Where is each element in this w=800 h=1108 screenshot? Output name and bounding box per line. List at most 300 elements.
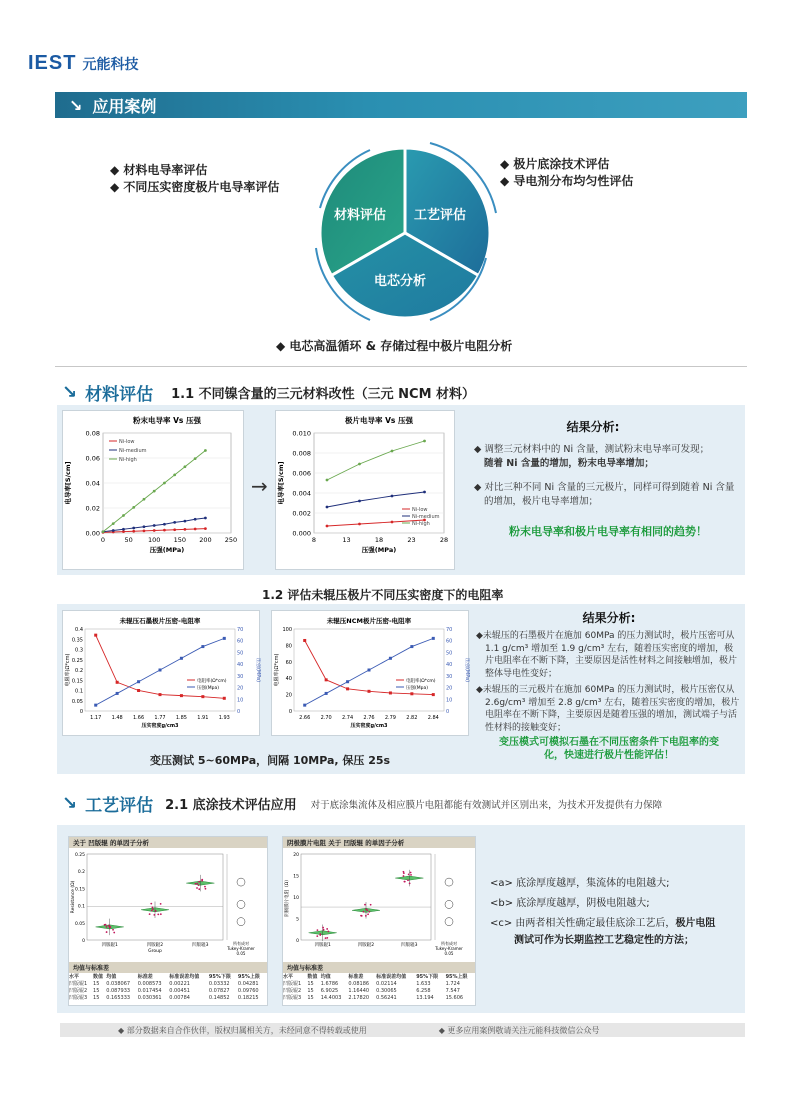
- plot-area: [301, 854, 431, 940]
- data-point: [326, 479, 329, 482]
- table-cell: 6.258: [416, 987, 431, 994]
- data-point: [153, 529, 156, 532]
- table-cell: 1.633: [416, 980, 431, 987]
- data-point: [163, 482, 166, 485]
- data-point: [150, 903, 152, 905]
- overview-right-list: [500, 156, 633, 190]
- data-point: [116, 692, 119, 695]
- footer-right: ◆ 更多应用案例敬请关注元能科技微信公众号: [438, 1025, 600, 1035]
- x-tick-label: 凹版辊3: [192, 943, 209, 948]
- y-tick-label: 0.05: [74, 921, 85, 927]
- table-header-cell: 数值: [307, 974, 318, 980]
- data-point: [363, 911, 365, 913]
- data-point: [322, 927, 324, 929]
- y2-axis-label: 压强(MPa): [464, 657, 470, 683]
- y-axis-label: 电导率[S/cm]: [64, 461, 72, 505]
- data-point: [409, 882, 411, 884]
- y2-tick-label: 20: [237, 685, 244, 692]
- data-point: [205, 888, 207, 890]
- legend-label: Ni-low: [119, 439, 135, 445]
- comparison-circle: [237, 900, 245, 908]
- table-cell: 1.6786: [320, 980, 339, 987]
- y-tick-label: 0: [296, 939, 299, 944]
- table-cell: 凹版辊3: [69, 995, 88, 1001]
- x-tick-label: 150: [173, 536, 187, 544]
- data-point: [358, 500, 361, 503]
- result-b: <b> 底涂厚度越厚，阴极电阻越大;: [490, 898, 650, 909]
- data-point: [410, 692, 413, 695]
- data-point: [173, 528, 176, 531]
- series-line: [327, 492, 425, 507]
- x-tick-label: 250: [224, 536, 238, 544]
- y-tick-label: 0.010: [292, 429, 311, 438]
- y-axis-label: 电导率[S/cm]: [277, 461, 285, 505]
- result-text-1: ◆ 调整三元材料中的 Ni 含量，测试粉末电导率可发现； 随着 Ni 含量的增加，粉末电导率增加；: [474, 444, 710, 469]
- data-point: [153, 524, 156, 527]
- data-point: [408, 873, 410, 875]
- chart-title: 粉末电导率 Vs 压强: [133, 416, 201, 425]
- data-point: [223, 697, 226, 700]
- jmp-card-2: [282, 836, 476, 1006]
- data-point: [94, 704, 97, 707]
- powder-conductivity-chart: [63, 411, 245, 571]
- table-cell: 0.14852: [208, 994, 230, 1001]
- data-point: [201, 645, 204, 648]
- table-header-cell: 水平: [69, 974, 80, 980]
- data-point: [196, 887, 198, 889]
- table-cell: 凹版辊3: [283, 995, 302, 1001]
- data-point: [432, 693, 435, 696]
- y-tick-label: 0.1: [77, 904, 85, 910]
- legend-label: 电阻率(Ω*cm): [406, 679, 436, 684]
- table-cell: 2.17820: [348, 994, 370, 1001]
- data-point: [198, 888, 200, 890]
- footer-bar: [60, 1023, 745, 1037]
- data-point: [368, 669, 371, 672]
- table-row: [69, 980, 267, 987]
- data-point: [410, 874, 412, 876]
- y-tick-label: 0.15: [74, 887, 85, 893]
- data-point: [113, 932, 115, 934]
- data-point: [173, 473, 176, 476]
- data-point: [194, 457, 197, 460]
- overview-left-list: [110, 162, 279, 196]
- overview-left-item: ◆ 不同压实密度极片电导率评估: [110, 180, 280, 194]
- table-cell: 0.00221: [169, 980, 190, 987]
- data-point: [157, 913, 159, 915]
- data-point: [143, 498, 146, 501]
- overview-bottom-item: ◆ 电芯高温循环 & 存储过程中极片电阻分析: [276, 339, 513, 353]
- data-point: [112, 529, 115, 532]
- data-point: [423, 440, 426, 443]
- data-point: [410, 645, 413, 648]
- data-point: [316, 935, 318, 937]
- data-point: [204, 449, 207, 452]
- result-analysis-1: [474, 418, 742, 539]
- y2-tick-label: 60: [237, 638, 244, 645]
- table-cell: 0.087933: [106, 987, 131, 994]
- table-header-cell: 水平: [283, 974, 294, 980]
- data-point: [153, 914, 155, 916]
- section2-desc: 对于底涂集流体及相应膜片电阻都能有效测试并区别出来，为技术开发提供有力保障: [310, 799, 663, 811]
- x-tick-label: 50: [124, 536, 133, 544]
- data-point: [109, 925, 111, 927]
- logo-mark: IEST: [28, 52, 77, 74]
- data-point: [143, 529, 146, 532]
- data-point: [325, 678, 328, 681]
- table-cell: 凹版辊2: [69, 988, 88, 994]
- table-header-cell: 标准误差均值: [376, 974, 407, 980]
- y2-tick-label: 20: [446, 685, 453, 692]
- table-cell: 7.547: [445, 987, 460, 994]
- data-point: [198, 881, 200, 883]
- data-point: [346, 680, 349, 683]
- table-cell: 15: [307, 994, 314, 1001]
- data-point: [163, 523, 166, 526]
- section-banner: [55, 92, 747, 118]
- data-point: [112, 522, 115, 525]
- y2-tick-label: 40: [446, 662, 453, 669]
- overview-right-item: ◆ 极片底涂技术评估: [500, 157, 610, 171]
- data-point: [367, 913, 369, 915]
- y2-tick-label: 30: [237, 673, 244, 680]
- data-point: [106, 926, 108, 928]
- y-tick-label: 0.08: [85, 429, 100, 438]
- data-point: [159, 693, 162, 696]
- data-point: [201, 880, 203, 882]
- x-tick-label: 1.93: [218, 715, 230, 721]
- y-tick-label: 0: [82, 939, 85, 944]
- table-header-cell: 95%下限: [208, 974, 231, 980]
- data-point: [155, 910, 157, 912]
- y2-tick-label: 60: [446, 638, 453, 645]
- data-point: [184, 528, 187, 531]
- comparison-circle: [445, 878, 453, 886]
- jmp2-oneway-chart: [283, 848, 475, 958]
- table-row: [69, 987, 267, 994]
- circle-seg-cell: 电芯分析: [374, 274, 427, 289]
- section1-2-subtitle: 1.2 评估未辊压极片不同压实密度下的电阻率: [262, 588, 504, 602]
- data-point: [160, 913, 162, 915]
- table-header-cell: 95%上限: [445, 974, 468, 980]
- x-tick-label: 1.66: [133, 715, 145, 721]
- data-point: [325, 937, 327, 939]
- y-tick-label: 0.4: [75, 627, 83, 633]
- data-point: [149, 913, 151, 915]
- y-tick-label: 80: [285, 643, 292, 650]
- graphite-resistivity-chart: [63, 611, 261, 737]
- section1-subtitle: 1.1 不同镍含量的三元材料改性（三元 NCM 材料）: [171, 387, 476, 402]
- result-analysis-2: [476, 609, 742, 762]
- legend-label: Ni-medium: [412, 514, 440, 520]
- section2-subtitle: 2.1 底涂技术评估应用: [165, 798, 297, 813]
- logo-company-name: 元能科技: [82, 56, 139, 73]
- x-tick-label: 8: [311, 536, 317, 544]
- y-axis-label: 电阻率(Ω*cm): [65, 653, 71, 687]
- table-cell: 0.09760: [237, 987, 259, 994]
- data-point: [196, 883, 198, 885]
- ncm-resistivity-chart: [272, 611, 470, 737]
- data-point: [163, 529, 166, 532]
- y-tick-label: 0.05: [71, 698, 83, 705]
- y2-tick-label: 10: [237, 697, 244, 704]
- data-point: [201, 695, 204, 698]
- jmp-card-1: [68, 836, 268, 1006]
- y-tick-label: 0.15: [71, 678, 83, 685]
- table-cell: 0.56241: [376, 994, 397, 1001]
- data-point: [326, 506, 329, 509]
- y-tick-label: 20: [293, 853, 299, 858]
- section1-arrow-icon: ↘: [62, 382, 78, 403]
- x-tick-label: 1.91: [197, 715, 209, 721]
- table-cell: 0.030361: [137, 994, 162, 1001]
- y-tick-label: 0.2: [75, 668, 83, 674]
- y2-tick-label: 30: [446, 673, 453, 680]
- data-point: [391, 450, 394, 453]
- data-point: [102, 530, 105, 533]
- data-point: [365, 908, 367, 910]
- x-axis-label: 压实密度g/cm3: [141, 723, 179, 729]
- y-axis-label: Resistance (Ω): [71, 880, 76, 914]
- data-point: [317, 929, 319, 931]
- jmp-all-pairs: 所有成对: [441, 941, 457, 946]
- data-point: [137, 680, 140, 683]
- application-circle-diagram: [310, 138, 500, 328]
- x-tick-label: 100: [147, 536, 161, 544]
- table-cell: 凹版辊1: [283, 981, 302, 987]
- data-point: [194, 528, 197, 531]
- y2-tick-label: 40: [237, 662, 244, 669]
- data-point: [391, 521, 394, 524]
- table-header-cell: 95%下限: [416, 974, 439, 980]
- jmp-tukey: Tukey-Kramer: [435, 946, 463, 951]
- electrode-conductivity-chart: [276, 411, 456, 571]
- data-point: [326, 937, 328, 939]
- data-point: [173, 521, 176, 524]
- chart-title: 极片电导率 Vs 压强: [345, 416, 413, 425]
- x-axis-label: 压强(MPa): [361, 546, 397, 554]
- series-line: [327, 441, 425, 480]
- jmp1-oneway-chart: [69, 848, 267, 958]
- y-tick-label: 40: [285, 676, 292, 683]
- x-tick-label: 1.48: [111, 715, 123, 721]
- x-axis-label: 压实密度g/cm3: [350, 723, 388, 729]
- x-tick-label: 凹版辊2: [146, 943, 164, 948]
- table-row: [69, 994, 267, 1001]
- circle-seg-process: 工艺评估: [414, 208, 467, 223]
- result2-text-1: ◆未辊压的石墨极片在施加 60MPa 的压力测试时，极片压密可从 1.1 g/cm³ 增加至 1.9 g/cm³ 左右，随着压实密度的增加，极片电阻率在不断下降，主要原因是活性材料之间接触增加，极片整体导电性变好；: [476, 631, 738, 679]
- table-header-cell: 95%上限: [237, 974, 260, 980]
- table-header-cell: 数值: [93, 974, 104, 980]
- data-point: [410, 872, 412, 874]
- x-tick-label: 1.17: [90, 715, 102, 721]
- y2-tick-label: 50: [446, 650, 453, 657]
- jmp-tukey: Tukey-Kramer: [227, 946, 255, 951]
- table-cell: 1.724: [445, 980, 460, 987]
- legend-label: Ni-high: [119, 457, 137, 463]
- y-tick-label: 0.008: [292, 449, 311, 458]
- y-tick-label: 0.02: [85, 504, 100, 513]
- y-tick-label: 0: [288, 709, 292, 715]
- data-point: [365, 915, 367, 917]
- table-header-cell: 均值: [106, 974, 117, 980]
- x-tick-label: 1.77: [154, 715, 166, 721]
- legend-label: Ni-medium: [119, 448, 147, 454]
- x-tick-label: 凹版辊1: [101, 943, 118, 948]
- y-tick-label: 0.3: [75, 647, 83, 654]
- result-a: <a> 底涂厚度越厚，集流体的电阻越大;: [490, 878, 670, 889]
- y-tick-label: 0.06: [85, 454, 100, 463]
- data-point: [132, 506, 135, 509]
- table-header-cell: 标准误差均值: [169, 974, 200, 980]
- x-tick-label: 2.84: [427, 715, 439, 721]
- y-tick-label: 20: [285, 692, 292, 699]
- y2-tick-label: 0: [446, 709, 450, 715]
- result-title: 结果分析:: [566, 420, 620, 434]
- data-point: [346, 687, 349, 690]
- section2-header: [62, 791, 662, 816]
- x-axis-label: Group: [148, 949, 162, 954]
- x-tick-label: 2.74: [342, 715, 354, 721]
- y-tick-label: 0.2: [77, 870, 85, 876]
- table-cell: 凹版辊2: [283, 988, 302, 994]
- data-point: [152, 908, 154, 910]
- data-point: [204, 886, 206, 888]
- table-cell: 1.16440: [348, 987, 370, 994]
- data-point: [106, 931, 108, 933]
- data-point: [112, 929, 114, 931]
- jmp1-title: 关于 凹版辊 的单因子分析: [69, 837, 267, 848]
- y-tick-label: 0.35: [71, 637, 83, 644]
- x-tick-label: 1.85: [175, 715, 187, 721]
- result2-text-2: ◆未辊压的三元极片在施加 60MPa 的压力测试时，极片压密仅从 2.6g/cm³ 增加至 2.8 g/cm³ 左右，随着压实密度的增加，极片电阻率在不断下降，主要原因是随着压强的增加，测试端子与活性材料的接触变好；: [476, 685, 740, 733]
- table-row: [283, 994, 475, 1001]
- data-point: [122, 528, 125, 531]
- jmp1-table-title: 均值与标准差: [69, 962, 267, 973]
- data-point: [407, 879, 409, 881]
- table-cell: 15: [93, 987, 100, 994]
- data-point: [423, 491, 426, 494]
- jmp2-title: 阴极膜片电阻 关于 凹版辊 的单因子分析: [283, 837, 475, 848]
- jmp-alpha: 0.05: [236, 951, 246, 956]
- y-tick-label: 0.002: [292, 509, 311, 518]
- data-point: [403, 875, 405, 877]
- y-axis-label: 电阻率(Ω*cm): [274, 653, 280, 687]
- y-tick-label: 10: [293, 896, 299, 901]
- result2-title: 结果分析:: [582, 611, 636, 625]
- x-tick-label: 2.66: [299, 715, 311, 721]
- y-tick-label: 0.25: [74, 853, 85, 858]
- section1-header: [62, 380, 475, 405]
- data-point: [368, 911, 370, 913]
- data-point: [303, 639, 306, 642]
- table-cell: 0.30065: [376, 987, 397, 994]
- data-point: [153, 490, 156, 493]
- section2-results: [490, 874, 740, 948]
- x-tick-label: 23: [407, 536, 416, 544]
- section1-title: 材料评估: [85, 385, 154, 405]
- section2-title: 工艺评估: [85, 796, 154, 816]
- table-cell: 0.04281: [237, 980, 259, 987]
- data-point: [180, 694, 183, 697]
- y2-tick-label: 10: [446, 697, 453, 704]
- y2-axis-label: 压强(MPa): [255, 657, 261, 683]
- data-point: [323, 929, 325, 931]
- table-cell: 15: [93, 980, 100, 987]
- jmp2-table-title: 均值与标准差: [283, 962, 475, 973]
- x-axis-label: 压强(MPa): [149, 546, 185, 554]
- circle-seg-material: 材料评估: [334, 208, 387, 223]
- data-point: [198, 884, 200, 886]
- data-point: [358, 523, 361, 526]
- y2-tick-label: 50: [237, 650, 244, 657]
- ncm-chart-card: [271, 610, 469, 736]
- data-point: [122, 514, 125, 517]
- x-tick-label: 0: [100, 536, 106, 544]
- data-point: [358, 463, 361, 466]
- graphite-chart-card: [62, 610, 260, 736]
- data-point: [432, 637, 435, 640]
- company-logo: [28, 52, 138, 75]
- y-tick-label: 0.000: [292, 529, 311, 538]
- table-cell: 15: [307, 987, 314, 994]
- x-tick-label: 28: [439, 536, 449, 544]
- table-cell: 0.18215: [237, 994, 259, 1001]
- x-tick-label: 2.76: [363, 715, 375, 721]
- result-c-cont: 测试可作为长期监控工艺稳定性的方法；: [514, 935, 694, 946]
- data-point: [368, 690, 371, 693]
- legend-label: 电阻率(Ω*cm): [197, 679, 227, 684]
- banner-arrow-icon: ↘: [69, 95, 83, 115]
- chart-title: 未辊压石墨极片压密-电阻率: [119, 617, 201, 625]
- data-point: [94, 634, 97, 637]
- data-point: [326, 525, 329, 528]
- divider: [55, 366, 747, 367]
- y-tick-label: 0.006: [292, 469, 311, 478]
- table-cell: 13.194: [416, 994, 434, 1001]
- overview-left-item: ◆ 材料电导率评估: [110, 163, 208, 177]
- x-tick-label: 2.79: [384, 715, 396, 721]
- table-row: [283, 980, 475, 987]
- table-cell: 15: [307, 980, 314, 987]
- y-tick-label: 15: [293, 874, 299, 880]
- comparison-circle: [237, 918, 245, 926]
- table-cell: 15: [93, 994, 100, 1001]
- legend-label: 压强(Mpa): [197, 686, 220, 691]
- chart-title: 未辊压NCM极片压密-电阻率: [326, 617, 412, 625]
- legend-label: 压强(Mpa): [406, 686, 429, 691]
- data-point: [132, 527, 135, 530]
- table-cell: 0.00451: [169, 987, 190, 994]
- data-point: [204, 517, 207, 520]
- y2-tick-label: 70: [237, 627, 244, 633]
- table-cell: 6.9025: [320, 987, 339, 994]
- table-cell: 0.008573: [137, 980, 162, 987]
- data-point: [370, 904, 372, 906]
- table-cell: 0.00784: [169, 994, 190, 1001]
- data-point: [389, 657, 392, 660]
- x-tick-label: 18: [374, 536, 384, 544]
- powder-chart-card: [62, 410, 244, 570]
- y-tick-label: 60: [285, 659, 292, 666]
- table-cell: 14.4003: [320, 994, 342, 1001]
- y-tick-label: 0.04: [85, 479, 100, 488]
- data-point: [184, 465, 187, 468]
- y-tick-label: 0.1: [75, 688, 83, 695]
- data-point: [105, 924, 107, 926]
- test-condition: 变压测试 5~60MPa，间隔 10MPa, 保压 25s: [150, 754, 391, 767]
- data-point: [195, 883, 197, 885]
